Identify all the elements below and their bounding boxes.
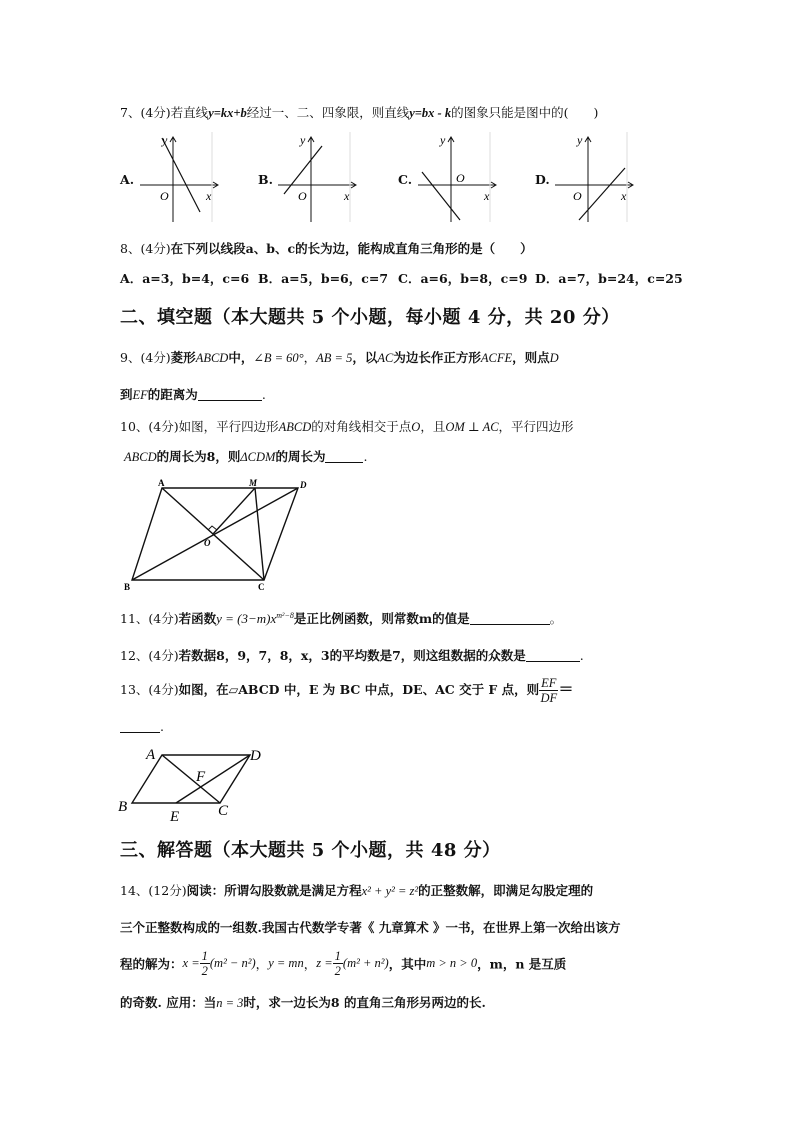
q11-stem: 11、(4分)若函数$y = (3-m)x^{m^2-8}$是正比例函数，则常数m的值是 。 [120,610,563,626]
q12-stem: 12、(4分)若数据8，9，7，8，x，3的平均数是7，则这组数据的众数是 . [120,648,584,663]
q7-number: 7、 [120,105,141,120]
label-d: D [250,748,261,764]
diagonal-ac [162,755,220,803]
q8-option-c[interactable]: C．a=6，b=8，c=9 [398,271,528,286]
q7-option-b-label[interactable]: B. [258,172,273,187]
origin-label: O [573,189,582,203]
x-axis-label: x [206,189,212,203]
q8-option-a[interactable]: A．a=3，b=4，c=6 [120,271,250,286]
q7-option-b-graph [278,132,358,224]
q7-option-a-label[interactable]: A. [120,172,135,187]
q7-option-d-label[interactable]: D. [535,172,550,187]
origin-label: O [298,189,307,203]
label-a: A [158,478,165,488]
q10-line-1: 10、(4分)如图，平行四边形ABCD的对角线相交于点O，且OM ⊥ AC，平行四边形 [120,419,574,434]
q13-fraction: $\frac{EF}{DF}$ [540,676,558,705]
y-axis-label: y [440,133,446,147]
q7-b-line [284,146,322,194]
x-axis-label: x [344,189,350,203]
y-axis-label: y [577,133,583,147]
q7-option-c-graph [418,132,498,224]
label-b: B [118,799,128,815]
q14-line-4: 的奇数. 应用：当n = 3时，求一边长为8 的直角三角形另两边的长. [120,995,486,1010]
label-b: B [124,582,131,592]
q13-stem: 13、(4分)如图，在▱ABCD 中，E 为 BC 中点，DE、AC 交于 F 点，则 $\frac{EF}{DF}$ ＝ [120,676,574,705]
q8-option-d[interactable]: D．a=7，b=24，c=25 [535,271,683,286]
label-e: E [170,809,180,825]
x-axis-label: x [484,189,490,203]
label-f: F [196,769,206,785]
q7-option-d-graph [555,132,635,224]
q7-option-c-label[interactable]: C. [398,172,413,187]
segment-cm [255,488,264,580]
segment-de [176,755,250,803]
y-axis-label: y [300,133,306,147]
q13-parallelogram-figure [116,745,276,825]
q13-answer-blank[interactable] [120,720,160,733]
q14-line-2: 三个正整数构成的一组数.我国古代数学专著《 九章算术 》一书，在世界上第一次给出该方 [120,920,621,935]
q7-equation-1: y=kx+b [208,106,247,120]
q12-answer-blank[interactable] [526,649,580,662]
label-d: D [300,480,307,490]
q7-equation-2: y=bx - k [409,106,452,120]
q9-line-1: 9、(4分)菱形ABCD中，∠B = 60°，AB = 5，以AC为边长作正方形ACFE，则点D [120,350,559,365]
q14-line-1: 14、(12分)阅读：所谓勾股数就是满足方程x² + y² = z²的正整数解，即满足勾股定理的 [120,883,594,898]
q14-line-3: 程的解为：x = $\frac{1}{2}$ (m² − n²)，y = mn，z = $\frac{1}{2}$ (m² + n²)，其中m > n > 0，m，n 是互质 [120,949,567,978]
q8-stem: 8、(4分)在下列以线段a、b、c的长为边，能构成直角三角形的是（ ） [120,241,533,256]
segment-om [213,488,255,534]
origin-label: O [456,171,465,185]
q7-stem: 7、(4分)若直线y=kx+b经过一、二、四象限，则直线y=bx - k的图象只能是图中的( ) [120,105,599,120]
q7-d-line [579,168,625,220]
x-axis-label: x [621,189,627,203]
section-2-title: 二、填空题（本大题共 5 个小题，每小题 4 分，共 20 分） [120,307,620,328]
q9-answer-blank[interactable] [198,388,262,401]
q10-parallelogram-figure [118,476,318,594]
label-a: A [146,747,156,763]
label-m: M [249,478,258,488]
q8-option-b[interactable]: B．a=5，b=6，c=7 [258,271,389,286]
q11-answer-blank[interactable] [470,612,550,625]
q7-score: (4分) [140,105,171,120]
section-3-title: 三、解答题（本大题共 5 个小题，共 48 分） [120,840,501,861]
label-o: O [204,538,211,548]
y-axis-label: y [162,133,168,147]
q11-function: y = (3−m)x [216,611,277,626]
origin-label: O [160,189,169,203]
label-c: C [218,803,229,819]
q7-c-line [422,172,460,220]
label-c: C [258,582,265,592]
q10-answer-blank[interactable] [325,450,363,463]
q7-option-a-graph [140,132,220,224]
q9-line-2: 到EF的距离为 . [120,387,266,402]
q13-line-2: . [120,719,164,734]
q10-line-2: ABCD的周长为8，则ΔCDM的周长为 . [124,449,368,464]
